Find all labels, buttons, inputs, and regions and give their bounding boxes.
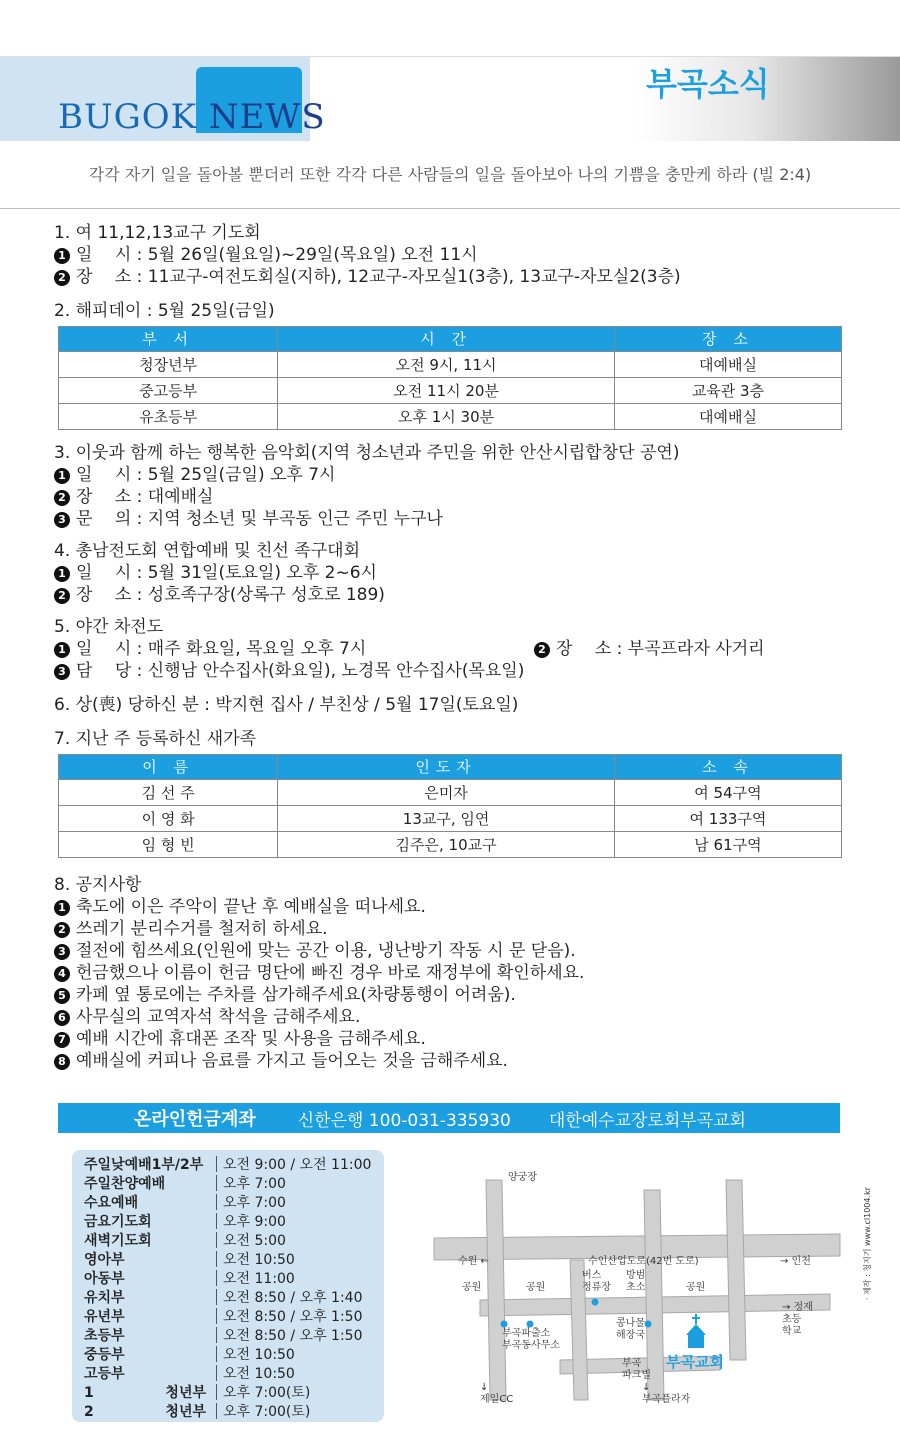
service-time: 오후 7:00(토) — [223, 1404, 311, 1420]
notice-item — [54, 940, 844, 962]
cell: 이 영 화 — [59, 806, 278, 832]
number-badge: 4 — [54, 966, 70, 982]
section-1-line-1 — [54, 244, 844, 266]
map-label-jeilcc: ↓ 제일CC — [480, 1382, 514, 1405]
label: 일 시 : — [76, 245, 143, 265]
number-badge: 2 — [54, 588, 70, 604]
restaurant-dot — [645, 1321, 652, 1328]
map-label-parkville: 부곡 파크빌 — [622, 1358, 651, 1381]
notice-text: 축도에 이은 주악이 끝난 후 예배실을 떠나세요. — [76, 897, 426, 917]
section-2-title: 2. 해피데이 : 5월 25일(금일) — [54, 301, 275, 321]
logo-news: NEWS — [208, 97, 326, 137]
column-header: 인도자 — [278, 755, 615, 780]
notice-item — [54, 1050, 844, 1072]
schedule-row — [84, 1156, 371, 1175]
page-title: 부곡소식 — [646, 65, 770, 103]
separator — [216, 1289, 217, 1305]
service-name: 영아부 — [84, 1252, 125, 1268]
cell: 대예배실 — [614, 404, 841, 430]
schedule-row — [84, 1251, 295, 1270]
value: 일 시 : 5월 25일(금일) 오후 7시 — [76, 465, 336, 485]
notice-item — [54, 896, 844, 918]
banner-right-bg — [310, 57, 900, 141]
number-badge: 2 — [54, 922, 70, 938]
road-east — [726, 1180, 746, 1360]
cell: 남 61구역 — [614, 832, 841, 858]
table-row — [59, 352, 842, 378]
separator — [216, 1346, 217, 1362]
number-badge: 2 — [534, 642, 550, 658]
service-name: 2 청년부 — [84, 1404, 206, 1420]
logo-bugok: BUGOK — [58, 97, 209, 137]
service-time: 오전 8:50 / 오후 1:50 — [223, 1309, 363, 1325]
map-label-park-2: 공원 — [526, 1282, 546, 1293]
section-5-line-2 — [54, 660, 844, 682]
online-offering-bar — [58, 1103, 840, 1133]
content — [54, 214, 844, 1072]
separator — [216, 1213, 217, 1229]
cell: 은미자 — [278, 780, 615, 806]
office-dot — [527, 1321, 534, 1328]
service-time: 오전 10:50 — [223, 1366, 295, 1382]
notice-text: 헌금했으나 이름이 헌금 명단에 빠진 경우 바로 재정부에 확인하세요. — [76, 963, 585, 983]
location-map — [420, 1160, 860, 1422]
schedule-row — [84, 1289, 363, 1308]
number-badge: 2 — [54, 490, 70, 506]
service-time: 오후 9:00 — [223, 1214, 286, 1230]
separator — [216, 1270, 217, 1286]
value: 장 소 : 부곡프라자 사거리 — [556, 639, 765, 659]
separator — [216, 1251, 217, 1267]
service-name: 수요예배 — [84, 1195, 139, 1211]
service-time: 오전 11:00 — [223, 1271, 295, 1287]
number-badge: 1 — [54, 248, 70, 264]
credit-text: · 제작 : 청지기 www.cl1004.kr — [863, 1187, 872, 1300]
schedule-row — [84, 1346, 295, 1365]
schedule-row — [84, 1403, 310, 1422]
section-1-title: 1. 여 11,12,13교구 기도회 — [54, 223, 261, 243]
section-7-title: 7. 지난 주 등록하신 새가족 — [54, 729, 257, 749]
section-5-title: 5. 야간 차전도 — [54, 617, 164, 637]
cell: 오전 11시 20분 — [278, 378, 615, 404]
header-banner — [0, 56, 900, 141]
table-row — [59, 832, 842, 858]
notice-text: 카페 옆 통로에는 주차를 삼가해주세요(차량통행이 어려움). — [76, 985, 516, 1005]
notice-text: 사무실의 교역자석 착석을 금해주세요. — [76, 1007, 361, 1027]
happy-day-table — [58, 326, 842, 430]
road-west — [486, 1180, 506, 1400]
notice-item — [54, 962, 844, 984]
cell: 김 선 주 — [59, 780, 278, 806]
service-time: 오전 10:50 — [223, 1347, 295, 1363]
account-number: 신한은행 100-031-335930 — [297, 1110, 511, 1131]
section-3-title: 3. 이웃과 함께 하는 행복한 음악회(지역 청소년과 주민을 위한 안산시립합창단 공연) — [54, 443, 680, 463]
section-5-item-1 — [54, 638, 534, 660]
service-time: 오후 7:00(토) — [223, 1385, 311, 1401]
number-badge: 2 — [54, 270, 70, 286]
map-label-bus-stop: 버스 정류장 — [582, 1270, 611, 1293]
map-label-park-1: 공원 — [462, 1282, 482, 1293]
number-badge: 1 — [54, 566, 70, 582]
section-1-line-2 — [54, 266, 844, 288]
number-badge: 7 — [54, 1032, 70, 1048]
column-header: 장 소 — [614, 327, 841, 352]
service-time: 오전 5:00 — [223, 1233, 286, 1249]
separator — [216, 1156, 217, 1172]
table-header — [59, 327, 842, 352]
schedule-row — [84, 1327, 363, 1346]
separator — [216, 1308, 217, 1324]
map-label-suwon: 수원 ← — [458, 1256, 489, 1267]
column-header: 소 속 — [614, 755, 841, 780]
value: 장 소 : 대예배실 — [76, 487, 214, 507]
service-name: 금요기도회 — [84, 1214, 152, 1230]
map-label-jeongjae: → 정재 초등 학교 — [782, 1302, 813, 1337]
service-time: 오전 8:50 / 오후 1:40 — [223, 1290, 363, 1306]
section-4-line-1 — [54, 562, 844, 584]
cell: 대예배실 — [614, 352, 841, 378]
value: 문 의 : 지역 청소년 및 부곡동 인근 주민 누구나 — [76, 509, 443, 529]
separator — [216, 1175, 217, 1191]
section-4-line-2 — [54, 584, 844, 606]
notice-text: 쓰레기 분리수거를 철저히 하세요. — [76, 919, 328, 939]
value: 장 소 : 성호족구장(상록구 성호로 189) — [76, 585, 385, 605]
service-time: 오전 10:50 — [223, 1252, 295, 1268]
section-3-line-3 — [54, 508, 844, 530]
value: 11교구-여전도회실(지하), 12교구-자모실1(3층), 13교구-자모실2(3층) — [147, 267, 681, 287]
notice-item — [54, 1028, 844, 1050]
notice-text: 예배실에 커피나 음료를 가지고 들어오는 것을 금해주세요. — [76, 1051, 508, 1071]
map-label-incheon: → 인천 — [780, 1256, 811, 1267]
section-6-title: 6. 상(喪) 당하신 분 : 박지현 집사 / 부친상 / 5월 17일(토요일) — [54, 695, 519, 715]
map-label-church: 부곡교회 — [666, 1353, 724, 1371]
new-family-table — [58, 754, 842, 858]
notice-item — [54, 1006, 844, 1028]
cell: 여 54구역 — [614, 780, 841, 806]
notice-text: 절전에 힘쓰세요(인원에 맞는 공간 이용, 냉난방기 작동 시 문 닫음). — [76, 941, 576, 961]
map-label-yanggungjang: 양궁장 — [508, 1172, 537, 1183]
section-8-title: 8. 공지사항 — [54, 875, 142, 895]
cell: 김주은, 10교구 — [278, 832, 615, 858]
cell: 오후 1시 30분 — [278, 404, 615, 430]
service-time: 오후 7:00 — [223, 1195, 286, 1211]
table-row — [59, 780, 842, 806]
schedule-row — [84, 1232, 286, 1251]
cell: 13교구, 임연 — [278, 806, 615, 832]
service-name: 중등부 — [84, 1347, 125, 1363]
table-header — [59, 755, 842, 780]
number-badge: 1 — [54, 900, 70, 916]
section-3-line-2 — [54, 486, 844, 508]
separator — [216, 1384, 217, 1400]
cell: 오전 9시, 11시 — [278, 352, 615, 378]
cell: 중고등부 — [59, 378, 278, 404]
number-badge: 1 — [54, 468, 70, 484]
service-time: 오전 9:00 / 오전 11:00 — [223, 1157, 372, 1173]
label: 장 소 : — [76, 267, 143, 287]
value: 5월 26일(월요일)~29일(목요일) 오전 11시 — [147, 245, 478, 265]
number-badge: 3 — [54, 512, 70, 528]
schedule-row — [84, 1308, 363, 1327]
worship-schedule — [72, 1150, 384, 1422]
map-label-plaza: ↓ 부곡플라자 — [642, 1382, 691, 1405]
cell: 여 133구역 — [614, 806, 841, 832]
map-label-police: 부곡파출소 부곡동사무소 — [502, 1328, 560, 1351]
table-row — [59, 404, 842, 430]
service-name: 주일낮예배1부/2부 — [84, 1157, 204, 1173]
service-name: 새벽기도회 — [84, 1233, 152, 1249]
separator — [216, 1403, 217, 1419]
column-header: 부 서 — [59, 327, 278, 352]
section-4-title: 4. 총남전도회 연합예배 및 친선 족구대회 — [54, 541, 360, 561]
separator — [216, 1232, 217, 1248]
map-label-kongnamul: 콩나물 해장국 — [616, 1318, 645, 1341]
divider — [0, 208, 900, 209]
column-header: 시 간 — [278, 327, 615, 352]
separator — [216, 1194, 217, 1210]
number-badge: 5 — [54, 988, 70, 1004]
service-name: 1 청년부 — [84, 1385, 206, 1401]
schedule-row — [84, 1194, 286, 1213]
separator — [216, 1365, 217, 1381]
schedule-row — [84, 1384, 310, 1403]
service-name: 유년부 — [84, 1309, 125, 1325]
separator — [216, 1327, 217, 1343]
table-row — [59, 378, 842, 404]
table-row — [59, 806, 842, 832]
church-icon — [686, 1314, 706, 1348]
schedule-row — [84, 1270, 295, 1289]
map-label-bangbeom: 방범 초소 — [626, 1270, 646, 1293]
cell: 교육관 3층 — [614, 378, 841, 404]
notice-item — [54, 984, 844, 1006]
schedule-row — [84, 1365, 295, 1384]
map-label-park-3: 공원 — [686, 1282, 706, 1293]
map-label-road: 수인산업도로(42번 도로) — [588, 1256, 699, 1267]
value: 일 시 : 매주 화요일, 목요일 오후 7시 — [76, 639, 367, 659]
bible-verse: 각각 자기 일을 돌아볼 뿐더러 또한 각각 다른 사람들의 일을 돌아보아 나의 기쁨을 충만케 하라 (빌 2:4) — [88, 165, 812, 184]
section-5-item-2 — [534, 638, 765, 660]
bugok-news-logo — [58, 97, 326, 137]
cell: 임 형 빈 — [59, 832, 278, 858]
number-badge: 1 — [54, 642, 70, 658]
police-dot — [501, 1321, 508, 1328]
offering-label: 온라인헌금계좌 — [134, 1109, 256, 1130]
notice-text: 예배 시간에 휴대폰 조작 및 사용을 금해주세요. — [76, 1029, 426, 1049]
schedule-row — [84, 1175, 286, 1194]
cell: 청장년부 — [59, 352, 278, 378]
service-name: 아동부 — [84, 1271, 125, 1287]
service-name: 초등부 — [84, 1328, 125, 1344]
account-holder: 대한예수교장로회부곡교회 — [548, 1110, 746, 1131]
section-5-line-1 — [54, 638, 844, 660]
number-badge: 3 — [54, 944, 70, 960]
number-badge: 6 — [54, 1010, 70, 1026]
number-badge: 3 — [54, 664, 70, 680]
service-time: 오전 8:50 / 오후 1:50 — [223, 1328, 363, 1344]
schedule-row — [84, 1213, 286, 1232]
service-time: 오후 7:00 — [223, 1176, 286, 1192]
cell: 유초등부 — [59, 404, 278, 430]
service-name: 고등부 — [84, 1366, 125, 1382]
section-3-line-1 — [54, 464, 844, 486]
bus-stop-dot — [592, 1299, 599, 1306]
column-header: 이 름 — [59, 755, 278, 780]
service-name: 유치부 — [84, 1290, 125, 1306]
number-badge: 8 — [54, 1054, 70, 1070]
value: 담 당 : 신행남 안수집사(화요일), 노경목 안수집사(목요일) — [76, 661, 525, 681]
service-name: 주일찬양예배 — [84, 1176, 166, 1192]
value: 일 시 : 5월 31일(토요일) 오후 2~6시 — [76, 563, 377, 583]
notice-item — [54, 918, 844, 940]
